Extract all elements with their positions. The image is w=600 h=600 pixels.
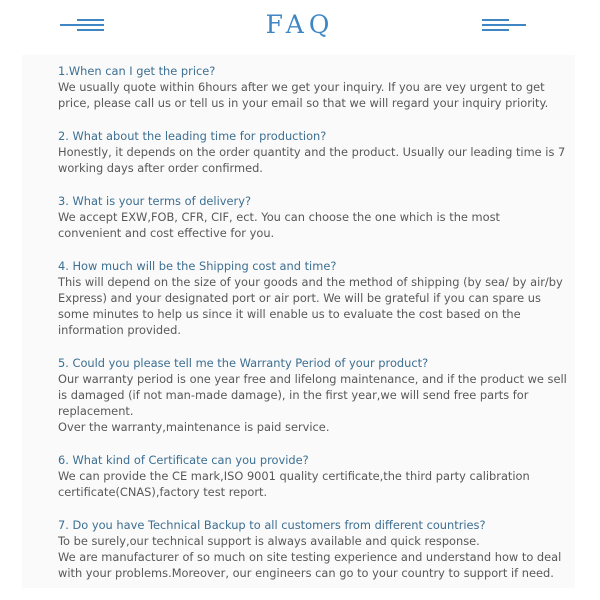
faq-answer-line: To be surely,our technical support is always available and quick response.: [58, 534, 480, 548]
faq-answer-line: price, please call us or tell us in your email so that we will regard your inquiry priority.: [58, 96, 549, 110]
faq-answer-line: with your problems.Moreover, our engineers can go to your country to support if need.: [58, 566, 554, 580]
faq-question: 6. What kind of Certificate can you provide?: [58, 453, 309, 467]
faq-item: [58, 258, 578, 338]
faq-answer-line: Over the warranty,maintenance is paid service.: [58, 420, 330, 434]
faq-answer-line: replacement.: [58, 404, 134, 418]
faq-question: 3. What is your terms of delivery?: [58, 194, 251, 208]
faq-answer-line: some minutes to help us since it will enable us to evaluate the cost based on the: [58, 307, 521, 321]
faq-question: 1.When can I get the price?: [58, 64, 216, 78]
faq-answer-line: We usually quote within 6hours after we get your inquiry. If you are vey urgent to get: [58, 80, 545, 94]
faq-question: 2. What about the leading time for production?: [58, 129, 327, 143]
faq-answer-line: certificate(CNAS),factory test report.: [58, 485, 268, 499]
faq-answer-line: We accept EXW,FOB, CFR, CIF, ect. You can choose the one which is the most: [58, 210, 501, 224]
faq-question: 7. Do you have Technical Backup to all customers from different countries?: [58, 518, 486, 532]
faq-question: 5. Could you please tell me the Warranty Period of your product?: [58, 356, 429, 370]
faq-item: [58, 517, 578, 581]
faq-answer-line: Our warranty period is one year free and lifelong maintenance, and if the product we sell: [58, 372, 567, 386]
faq-header: [0, 0, 600, 52]
page-title: FAQ: [265, 10, 335, 39]
faq-answer-line: working days after order confirmed.: [58, 161, 263, 175]
faq-item: [58, 128, 578, 176]
faq-answer-line: We can provide the CE mark,ISO 9001 quality certificate,the third party calibration: [58, 469, 530, 483]
faq-answer-line: convenient and cost effective for you.: [58, 226, 275, 240]
faq-answer-line: information provided.: [58, 323, 181, 337]
faq-question: 4. How much will be the Shipping cost and time?: [58, 259, 337, 273]
faq-answer-line: is damaged (if not man-made damage), in the first year,we will send free parts for: [58, 388, 529, 402]
faq-answer-line: We are manufacturer of so much on site testing experience and understand how to deal: [58, 550, 562, 564]
faq-item: [58, 193, 578, 241]
faq-answer-line: Express) and your designated port or air port. We will be grateful if you can spare us: [58, 291, 541, 305]
lines-decoration-icon: [482, 18, 526, 32]
faq-answer-line: Honestly, it depends on the order quantity and the product. Usually our leading time is 7: [58, 145, 566, 159]
faq-item: [58, 63, 578, 111]
faq-item: [58, 355, 578, 435]
faq-item: [58, 452, 578, 500]
faq-answer-line: This will depend on the size of your goods and the method of shipping (by sea/ by air/by: [58, 275, 563, 289]
faq-list: [58, 63, 578, 598]
